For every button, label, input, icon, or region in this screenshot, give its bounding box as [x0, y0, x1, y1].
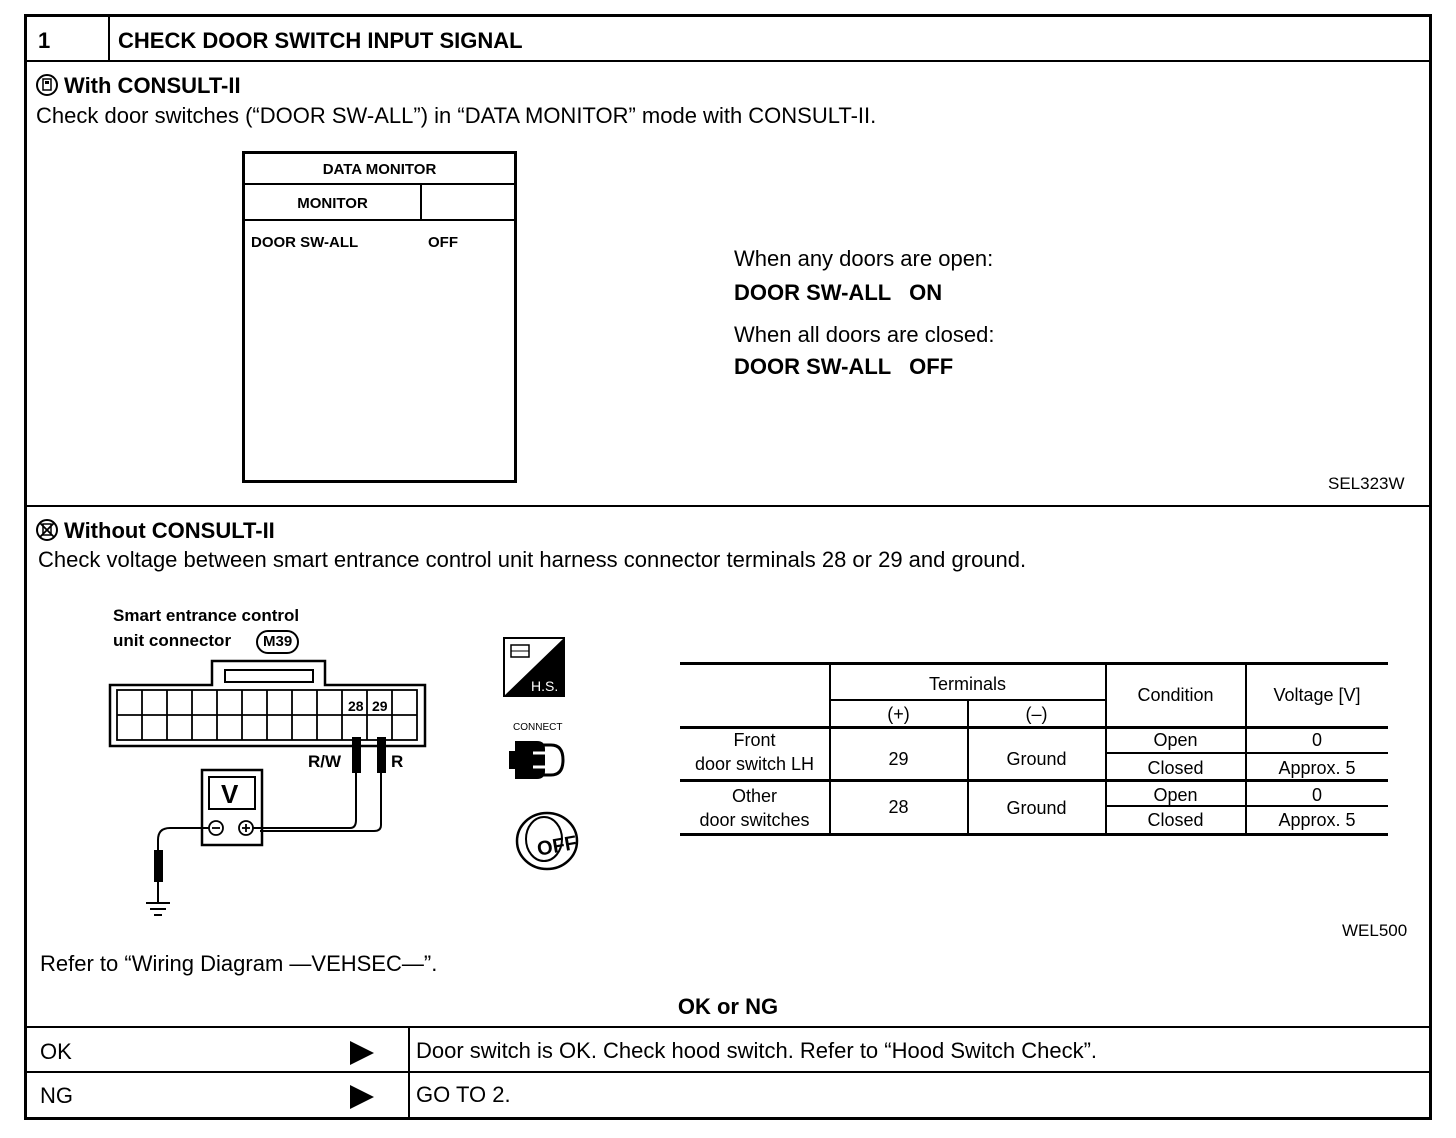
with-consult-heading: [36, 73, 241, 99]
without-consult-heading-text: Without CONSULT-II: [64, 518, 275, 543]
th-voltage: Voltage [V]: [1273, 685, 1361, 705]
meter-symbol: V: [221, 779, 239, 809]
monitor-column-label: MONITOR: [297, 195, 368, 212]
connect-icon: [507, 735, 567, 785]
table-top-rule: [680, 662, 1388, 665]
open-result: DOOR SW-ALL ON: [734, 280, 943, 305]
connector-diagram: [100, 655, 440, 925]
row2-name-line1: Other: [731, 786, 778, 806]
ok-label: OK: [40, 1039, 72, 1064]
row1-cond-closed: Closed: [1147, 758, 1204, 778]
table-row-divider: [680, 779, 1388, 782]
header-rule: [26, 60, 1430, 62]
decision-mid-rule: [26, 1071, 1430, 1073]
row1-volt-open: 0: [1311, 730, 1322, 750]
wire-rw-label: R/W: [308, 752, 342, 771]
row2-name-line2: door switches: [699, 810, 810, 830]
open-condition: When any doors are open:: [734, 246, 994, 271]
row2-volt-closed: Approx. 5: [1278, 810, 1356, 830]
table-bottom-rule: [680, 833, 1388, 836]
ok-action: Door switch is OK. Check hood switch. Refer to “Hood Switch Check”.: [416, 1038, 1098, 1063]
connector-label-line2: unit connector: [113, 631, 232, 650]
connect-icon-label: CONNECT: [513, 722, 563, 733]
row2-cond-open: Open: [1153, 785, 1198, 805]
row1-name-line1: Front: [733, 730, 776, 750]
harness-side-label: H.S.: [531, 678, 559, 694]
table-header-rule: [680, 726, 1388, 729]
monitor-column-divider: [420, 183, 422, 219]
row2-minus: Ground: [1006, 798, 1067, 818]
ignition-off-icon: [514, 810, 580, 872]
monitor-item-name: DOOR SW-ALL: [251, 234, 359, 251]
decision-title: OK or NG: [677, 994, 779, 1019]
data-monitor-panel: [242, 151, 517, 483]
ok-arrow-icon: [350, 1041, 374, 1065]
consult-tool-icon: [36, 74, 58, 96]
th-condition: Condition: [1137, 685, 1214, 705]
with-consult-heading-text: With CONSULT-II: [64, 73, 241, 98]
row2-plus: 28: [888, 797, 909, 817]
monitor-column-rule: [245, 219, 514, 221]
ng-label: NG: [40, 1083, 73, 1108]
without-consult-heading: [36, 518, 275, 544]
harness-side-icon: [503, 637, 565, 697]
row1-plus: 29: [888, 749, 909, 769]
ignition-off-label: OFF: [535, 832, 579, 861]
step-number: 1: [38, 28, 51, 53]
row2-cond-closed: Closed: [1147, 810, 1204, 830]
monitor-title-rule: [245, 183, 514, 185]
header-divider: [108, 16, 110, 60]
monitor-title: DATA MONITOR: [322, 161, 437, 178]
pin-29-label: 29: [372, 698, 388, 714]
closed-condition: When all doors are closed:: [734, 322, 995, 347]
section-rule: [26, 505, 1430, 507]
decision-top-rule: [26, 1026, 1430, 1028]
decision-col-rule: [408, 1027, 410, 1117]
row1-minus: Ground: [1006, 749, 1067, 769]
row2-volt-open: 0: [1311, 785, 1322, 805]
th-plus: (+): [887, 704, 910, 724]
no-consult-icon: [36, 519, 58, 541]
figure-code-sel323w: SEL323W: [1328, 474, 1405, 493]
step-title: CHECK DOOR SWITCH INPUT SIGNAL: [118, 28, 523, 53]
pin-28-label: 28: [348, 698, 364, 714]
without-consult-instruction: Check voltage between smart entrance control unit harness connector terminals 28 or 29 and ground.: [38, 547, 1027, 572]
table-row1-mid-rule: [1106, 752, 1388, 754]
row1-volt-closed: Approx. 5: [1278, 758, 1356, 778]
monitor-item-value: OFF: [428, 234, 458, 251]
th-minus: (–): [1025, 704, 1048, 724]
wire-r-label: R: [391, 752, 404, 771]
ng-action: GO TO 2.: [416, 1082, 511, 1107]
ng-arrow-icon: [350, 1085, 374, 1109]
figure-code-wel500: WEL500: [1342, 921, 1408, 940]
connector-id: M39: [263, 633, 293, 650]
row1-name-line2: door switch LH: [694, 754, 815, 774]
with-consult-instruction: Check door switches (“DOOR SW-ALL”) in “DATA MONITOR” mode with CONSULT-II.: [36, 103, 877, 128]
connector-id-badge: [256, 630, 299, 654]
closed-result: DOOR SW-ALL OFF: [734, 354, 954, 379]
connector-label-line1: Smart entrance control: [113, 606, 300, 625]
wiring-diagram-reference: Refer to “Wiring Diagram —VEHSEC—”.: [40, 951, 438, 976]
th-terminals: Terminals: [928, 674, 1007, 694]
row1-cond-open: Open: [1153, 730, 1198, 750]
